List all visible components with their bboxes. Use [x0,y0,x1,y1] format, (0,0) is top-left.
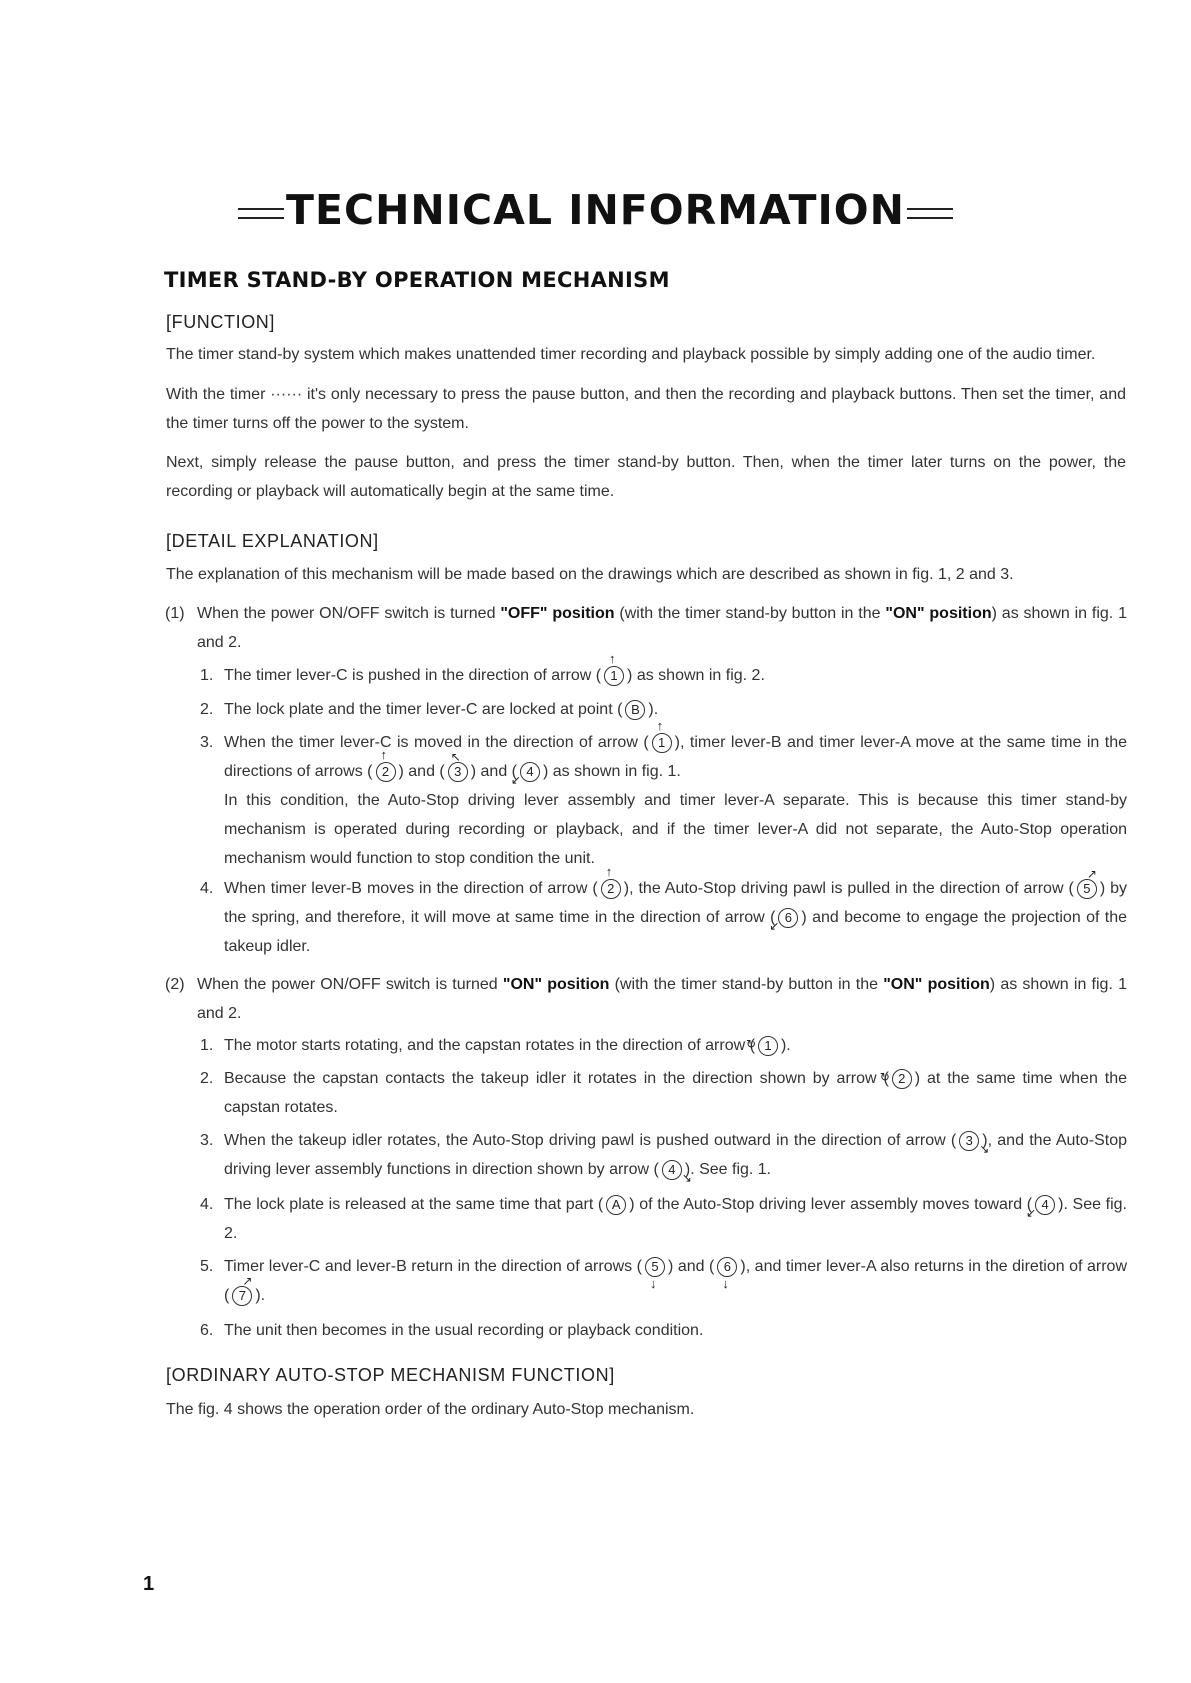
case-1-number: (1) [165,605,185,622]
list-item: 1. The timer lever-C is pushed in the direction of arrow (↑ 1 ) as shown in fig. 2. [200,661,1127,690]
arrow-symbol-icon: 5 ↓ [645,1257,665,1277]
arrow-symbol-icon: ↖ 3 [448,762,468,782]
case-2: (2) When the power ON/OFF switch is turned "ON" position (with the timer stand-by button in the "ON" position) as shown in fig. 1 and 2. [165,970,1127,1028]
on-position-keyword: "ON" position [885,605,992,622]
ordinary-heading: [ORDINARY AUTO-STOP MECHANISM FUNCTION] [166,1365,615,1385]
arrow-symbol-icon: 6 ↓ [717,1257,737,1277]
list-item: 4. The lock plate is released at the same time that part ( A ) of the Auto-Stop driving lever assembly moves toward (↙ 4 ). See fig. 2. [200,1190,1127,1248]
arrow-symbol-icon: ↙ 4 [520,762,540,782]
page-title: TECHNICAL INFORMATION [0,186,1191,234]
arrow-symbol-icon: ↑ 1 [652,733,672,753]
list-item: 5. Timer lever-C and lever-B return in the direction of arrows ( 5 ↓ ) and ( 6 ↓ ), and timer lever-A also returns in the diretion of arrow (↗ 7 ). [200,1252,1127,1310]
arrow-symbol-icon: ↙ 6 [778,908,798,928]
detail-heading: [DETAIL EXPLANATION] [166,531,379,551]
arrow-symbol-icon: 3 ↘ [959,1131,979,1151]
arrow-symbol-icon: ↑ 1 [604,666,624,686]
function-paragraph-2: With the timer ······ it's only necessary to press the pause button, and then the recording and playback buttons. Then set the timer, and the timer turns off the power to the system. [166,386,1126,432]
arrow-symbol-icon: 4 ↘ [662,1160,682,1180]
function-paragraph-1: The timer stand-by system which makes unattended timer recording and playback possible by simply adding one of the audio timer. [166,346,1096,363]
list-item: 2. The lock plate and the timer lever-C are locked at point ( B ). [200,701,659,718]
case-2-number: (2) [165,976,185,993]
arrow-symbol-icon: ↻ 2 [892,1069,912,1089]
list-item: 3. When the timer lever-C is moved in the direction of arrow (↑ 1 ), timer lever-B and timer lever-A move at the same time in the directions of arrows (↑ 2 ) and (↖ 3 ) and (↙ 4 ) as shown in fig. 1. In this condition, the Auto-Stop driving lever assembly and timer lever-A separate. This is because this timer stand-by mechanism is operated during recording or playback, and if the timer lever-A did not separate, the Auto-Stop operation mechanism would function to stop condition the unit. [200,728,1127,873]
page-number: 1 [143,1573,155,1595]
list-item: 2. Because the capstan contacts the takeup idler it rotates in the direction shown by arrow (↻ 2 ) at the same time when the capstan rotates. [200,1064,1127,1122]
ordinary-paragraph: The fig. 4 shows the operation order of the ordinary Auto-Stop mechanism. [166,1401,695,1418]
list-item: 6. The unit then becomes in the usual recording or playback condition. [200,1322,704,1339]
arrow-symbol-icon: ↗ 7 [232,1286,252,1306]
arrow-symbol-icon: ↑ 2 [601,879,621,899]
list-item: 3. When the takeup idler rotates, the Auto-Stop driving pawl is pushed outward in the direction of arrow ( 3 ↘ ), and the Auto-Stop driving lever assembly functions in direction shown by arrow ( 4 ↘ ). See fig. 1. [200,1126,1127,1184]
list-item-note: In this condition, the Auto-Stop driving lever assembly and timer lever-A separate. This is because this timer stand-by mechanism is operated during recording or playback, and if the timer lever-A did not separate, the Auto-Stop operation mechanism would function to stop condition the unit. [224,792,1127,867]
point-symbol-icon: A [606,1195,626,1215]
off-position-keyword: "OFF" position [500,605,615,622]
case-1: (1) When the power ON/OFF switch is turned "OFF" position (with the timer stand-by button in the "ON" position) as shown in fig. 1 and 2. [165,599,1127,657]
point-symbol-icon: B [625,700,645,720]
on-position-keyword: "ON" position [883,976,990,993]
arrow-symbol-icon: ↙ 4 [1035,1195,1055,1215]
arrow-symbol-icon: ↗ 5 [1077,879,1097,899]
function-heading: [FUNCTION] [166,312,275,332]
function-paragraph-3: Next, simply release the pause button, and press the timer stand-by button. Then, when the timer later turns on the power, the recording or playback will automatically begin at the same time. [166,454,1126,500]
title-rule-right [907,208,953,219]
list-item: 1. The motor starts rotating, and the capstan rotates in the direction of arrow (↻ 1 ). [200,1031,1127,1060]
detail-intro: The explanation of this mechanism will be made based on the drawings which are described as shown in fig. 1, 2 and 3. [166,566,1014,583]
list-item: 4. When timer lever-B moves in the direction of arrow (↑ 2 ), the Auto-Stop driving pawl is pulled in the direction of arrow (↗ 5 ) by the spring, and therefore, it will move at same time in the direction of arrow (↙ 6 ) and become to engage the projection of the takeup idler. [200,874,1127,961]
arrow-symbol-icon: ↻ 1 [758,1036,778,1056]
arrow-symbol-icon: ↑ 2 [376,762,396,782]
title-rule-left [238,208,284,219]
section-title: TIMER STAND-BY OPERATION MECHANISM [164,268,670,292]
on-position-keyword: "ON" position [502,976,610,993]
